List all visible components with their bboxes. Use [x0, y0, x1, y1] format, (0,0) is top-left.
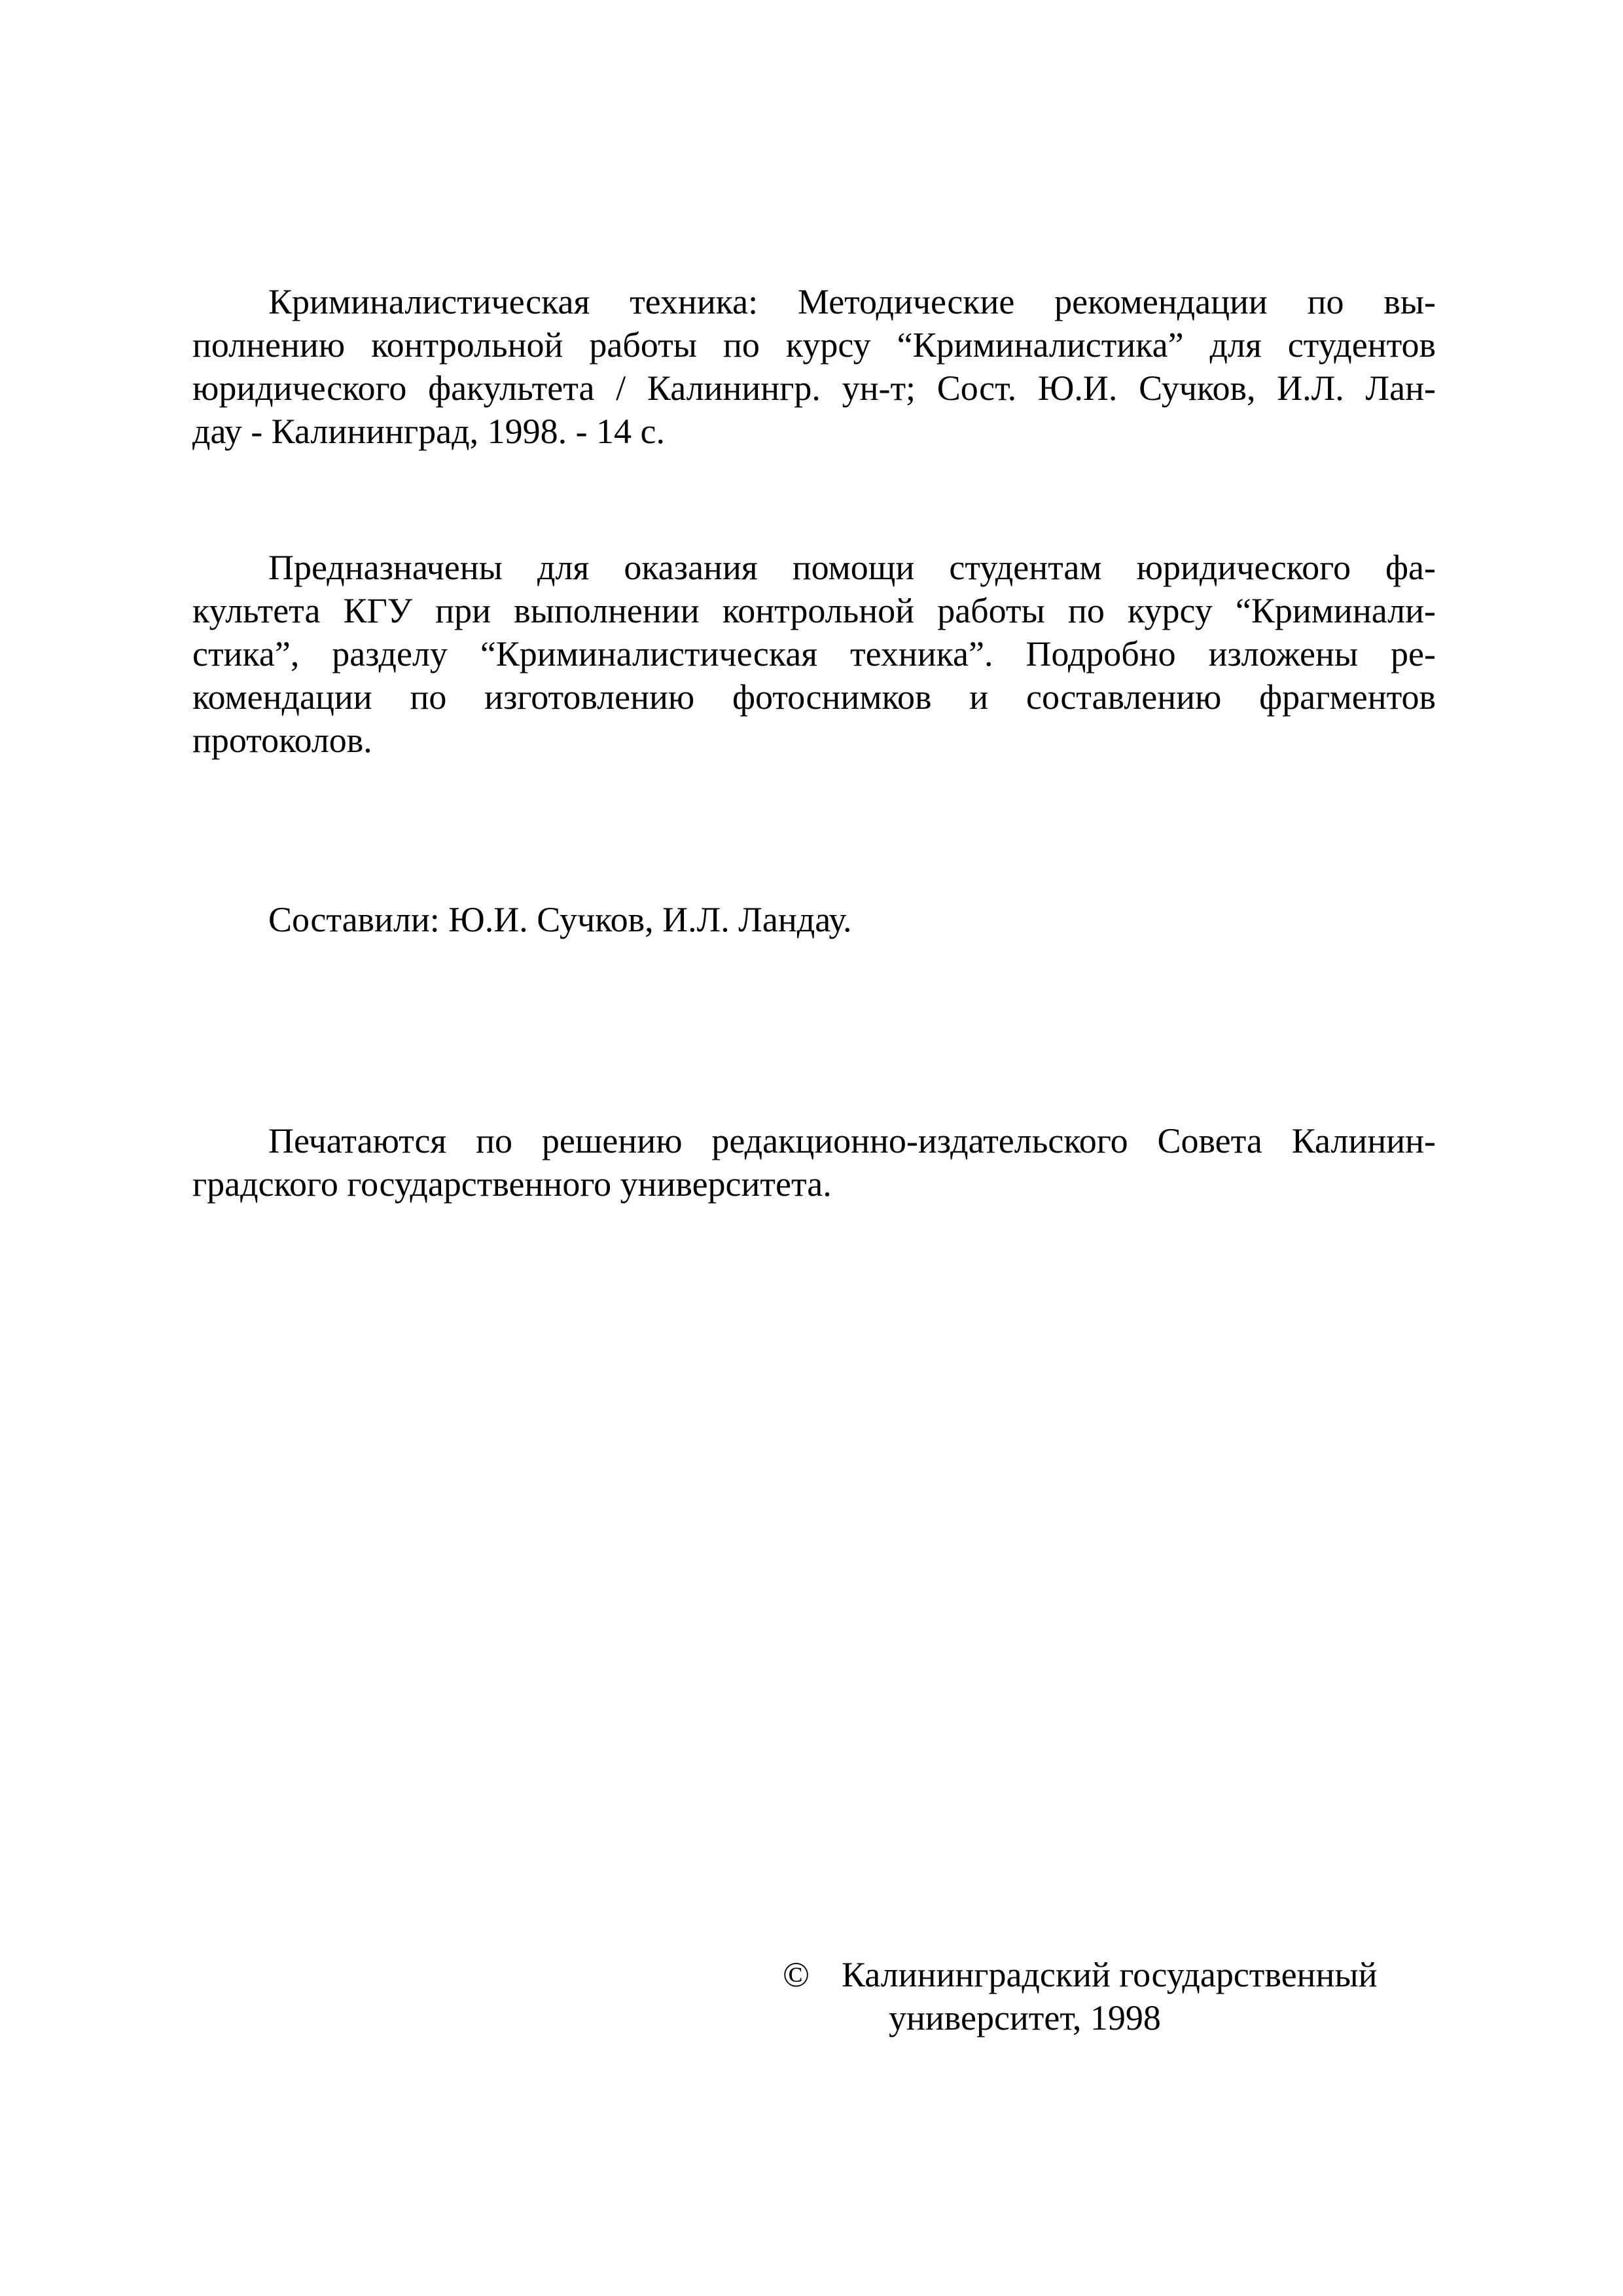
- annotation-line: Криминалистическая техника: Методические рекомендации по вы-: [268, 282, 1436, 321]
- publication-note: [192, 1119, 1436, 1206]
- description-line: культета КГУ при выполнении контрольной работы по курсу “Криминали-: [192, 591, 1436, 630]
- description-line: протоколов.: [192, 721, 372, 760]
- annotation-line: полнению контрольной работы по курсу “Криминалистика” для студентов: [192, 325, 1436, 365]
- copyright-holder-line-2: университет, 1998: [889, 1998, 1161, 2037]
- description-line: комендации по изготовлению фотоснимков и составлению фрагментов: [192, 677, 1436, 717]
- copyright-notice: [783, 1953, 1378, 2039]
- publication-line: градского государственного университета.: [192, 1164, 832, 1204]
- description-line: Предназначены для оказания помощи студентам юридического фа-: [268, 548, 1436, 587]
- compilers-line: Составили: Ю.И. Сучков, И.Л. Ландау.: [268, 900, 852, 939]
- copyright-symbol: ©: [783, 1955, 810, 1994]
- annotation-line: дау - Калининград, 1998. - 14 с.: [192, 412, 666, 451]
- compilers-paragraph: [192, 898, 1436, 941]
- bibliographic-annotation: [192, 280, 1436, 453]
- copyright-holder-line-1: Калининградский государственный: [842, 1955, 1378, 1994]
- publication-line: Печатаются по решению редакционно-издательского Совета Калинин-: [268, 1121, 1436, 1160]
- description-paragraph: [192, 546, 1436, 762]
- description-line: стика”, разделу “Криминалистическая техника”. Подробно изложены ре-: [192, 634, 1436, 673]
- annotation-line: юридического факультета / Калинингр. ун-т; Сост. Ю.И. Сучков, И.Л. Лан-: [192, 368, 1436, 408]
